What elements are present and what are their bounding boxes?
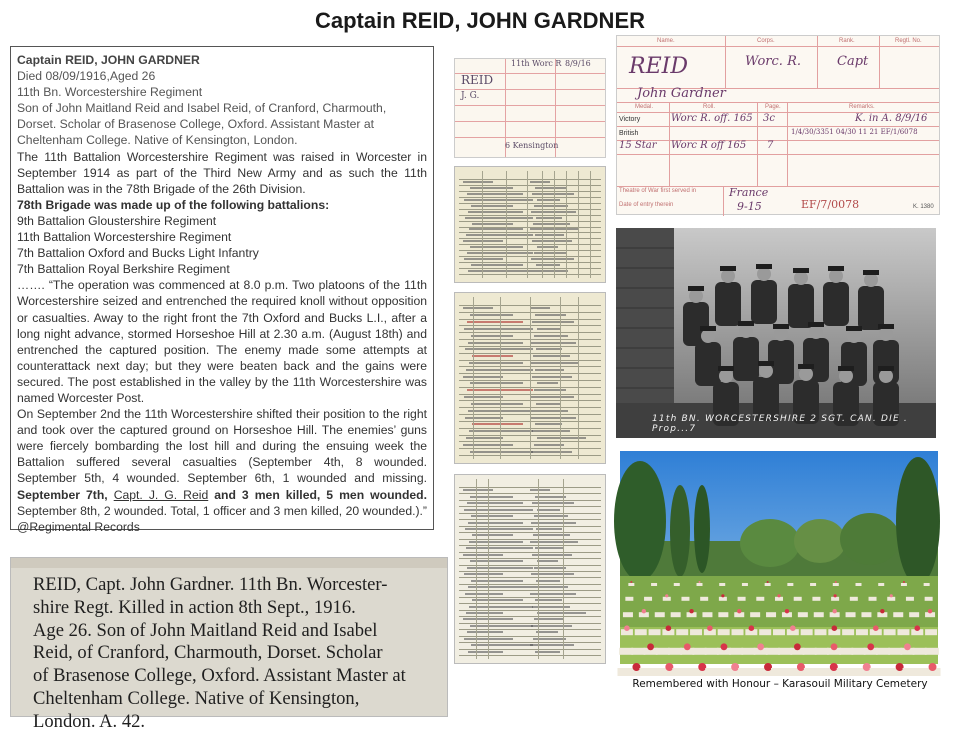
remark-british: 1/4/30/3351 04/30 11 21 EF/1/6078 xyxy=(791,128,918,136)
battalion-item: 7th Battalion Oxford and Bucks Light Infantry xyxy=(17,246,259,261)
card-date: 8/9/16 xyxy=(565,59,591,68)
header-regtl-no: Regtl. No. xyxy=(895,38,922,44)
medal-british: British xyxy=(619,130,639,137)
card-corner-number: K. 1380 xyxy=(913,204,934,210)
clipping-line: Cheltenham College. Native of Kensington, xyxy=(33,687,360,709)
medal-star: 15 Star xyxy=(619,140,657,151)
ledger-document-2 xyxy=(454,292,606,464)
memorial-register-clipping xyxy=(10,557,448,732)
cemetery-photo xyxy=(620,451,938,664)
theatre-value: France xyxy=(729,186,769,199)
quote-text-end: September 8th, 2 wounded. Total, 1 officer and 3 men killed, 20 wounded.).” @Regimental Records xyxy=(17,503,427,534)
quote-name-underlined: Capt. J. G. Reid xyxy=(113,487,209,502)
entry-date-value: 9-15 xyxy=(737,200,762,213)
regimental-quote-part2 xyxy=(17,406,427,535)
card-forename: John Gardner xyxy=(637,86,726,101)
family-line: Son of John Maitland Reid and Isabel Reid, of Cranford, Charmouth, Dorset. Scholar of Brasenose College, Oxford. Assistant Master at Cheltenham College. Native of Kensington, London. xyxy=(17,101,387,148)
theatre-label: Theatre of War first served in xyxy=(619,188,697,194)
biography-text-box xyxy=(10,46,434,534)
battalion-item: 11th Battalion Worcestershire Regiment xyxy=(17,230,232,245)
clipping-line: of Brasenose College, Oxford. Assistant Master at xyxy=(33,665,406,687)
index-card-small xyxy=(454,58,606,158)
ledger-document-1 xyxy=(454,166,606,283)
quote-bold-killed: and 3 men killed, 5 men wounded. xyxy=(214,487,428,502)
roll-victory: Worc R. off. 165 xyxy=(671,113,753,124)
battalion-item: 9th Battalion Gloustershire Regiment xyxy=(17,213,217,228)
ledger-document-3 xyxy=(454,474,606,664)
header-corps: Corps. xyxy=(757,38,775,44)
soldier-name: Captain REID, JOHN GARDNER xyxy=(17,53,200,67)
quote-bold-date: September 7th, xyxy=(17,487,108,502)
card-corps: Worc. R. xyxy=(745,54,801,69)
clipping-line: REID, Capt. John Gardner. 11th Bn. Worcester- xyxy=(33,574,388,595)
card-note: 6 Kensington xyxy=(505,141,559,150)
header-medal: Medal. xyxy=(635,104,654,110)
header-remarks: Remarks. xyxy=(849,104,875,110)
page-star: 7 xyxy=(767,140,774,151)
page-title: Captain REID, JOHN GARDNER xyxy=(314,8,646,33)
header-page: Page. xyxy=(765,104,781,110)
header-name: Name. xyxy=(657,38,675,44)
death-line: Died 08/09/1916,Aged 26 xyxy=(17,69,156,84)
header-rank: Rank. xyxy=(839,38,855,44)
header-roll: Roll. xyxy=(703,104,716,110)
entry-label: Date of entry therein xyxy=(619,202,674,208)
battalion-item: 7th Battalion Royal Berkshire Regiment xyxy=(17,262,230,277)
page-victory: 3c xyxy=(763,113,775,124)
remark-victory: K. in A. 8/9/16 xyxy=(855,113,928,124)
card-unit: 11th Worc R xyxy=(511,59,562,68)
quote-text: On September 2nd the 11th Worcestershire shifted their position to the right and took over the captured ground on Horseshoe Hill. The enemies’ guns were fiercely bombarding the lost hill and during the ensuing week the Battalion suffered several casualties (September 4th, 8 wounded. September 5th, 4 wounded. September 6th, 1 wounded and missing. xyxy=(17,407,427,486)
clipping-line: London. A. 42. xyxy=(33,710,146,732)
battalion-history: The 11th Battalion Worcestershire Regiment was raised in Worcester in September 1914 as part of the Third New Army and as such the 11th Battalion was in the 78th Brigade of the 26th Division. xyxy=(17,149,427,196)
cemetery-caption: Remembered with Honour – Karasouil Military Cemetery xyxy=(632,678,928,690)
unit-line: 11th Bn. Worcestershire Regiment xyxy=(17,85,203,100)
regimental-quote-part1: ……. “The operation was commenced at 8.0 p.m. Two platoons of the 11th Worcestershire seized and entrenched the required knoll without opposition or casualties. Away to the right front the 7th Oxford and Bucks L.I., after a long night advance, stormed Horseshoe Hill at 2.30 a.m. (August 18th) and entrenched the captured position. The enemy made some attempts at counterattack next day; but they were beaten back and the gains were secured. The post established in the valley by the 11th Worcestershire was named Worcester Post. xyxy=(17,278,427,405)
clipping-line: Age 26. Son of John Maitland Reid and Isabel xyxy=(33,619,378,641)
card-surname: REID xyxy=(629,54,688,79)
cemetery-image xyxy=(620,451,938,664)
card-rank: Capt xyxy=(837,54,869,69)
battalion-group-photo xyxy=(616,228,936,438)
card-initials: J. G. xyxy=(461,91,480,101)
photo-handwritten-caption: 11th BN. WORCESTERSHIRE 2 SGT. CAN. DIE . Prop...7 xyxy=(652,414,908,434)
card-reference: EF/7/0078 xyxy=(801,198,860,211)
clipping-line: Reid, of Cranford, Charmouth, Dorset. Scholar xyxy=(33,642,383,664)
roll-star: Worc R off 165 xyxy=(671,140,747,151)
card-surname: REID xyxy=(461,73,494,87)
brigade-heading: 78th Brigade was made up of the following battalions: xyxy=(17,197,330,212)
clipping-line: shire Regt. Killed in action 8th Sept., 1916. xyxy=(33,596,356,618)
group-photo-image xyxy=(616,228,936,438)
medal-index-card xyxy=(616,35,940,215)
medal-victory: Victory xyxy=(619,116,641,123)
